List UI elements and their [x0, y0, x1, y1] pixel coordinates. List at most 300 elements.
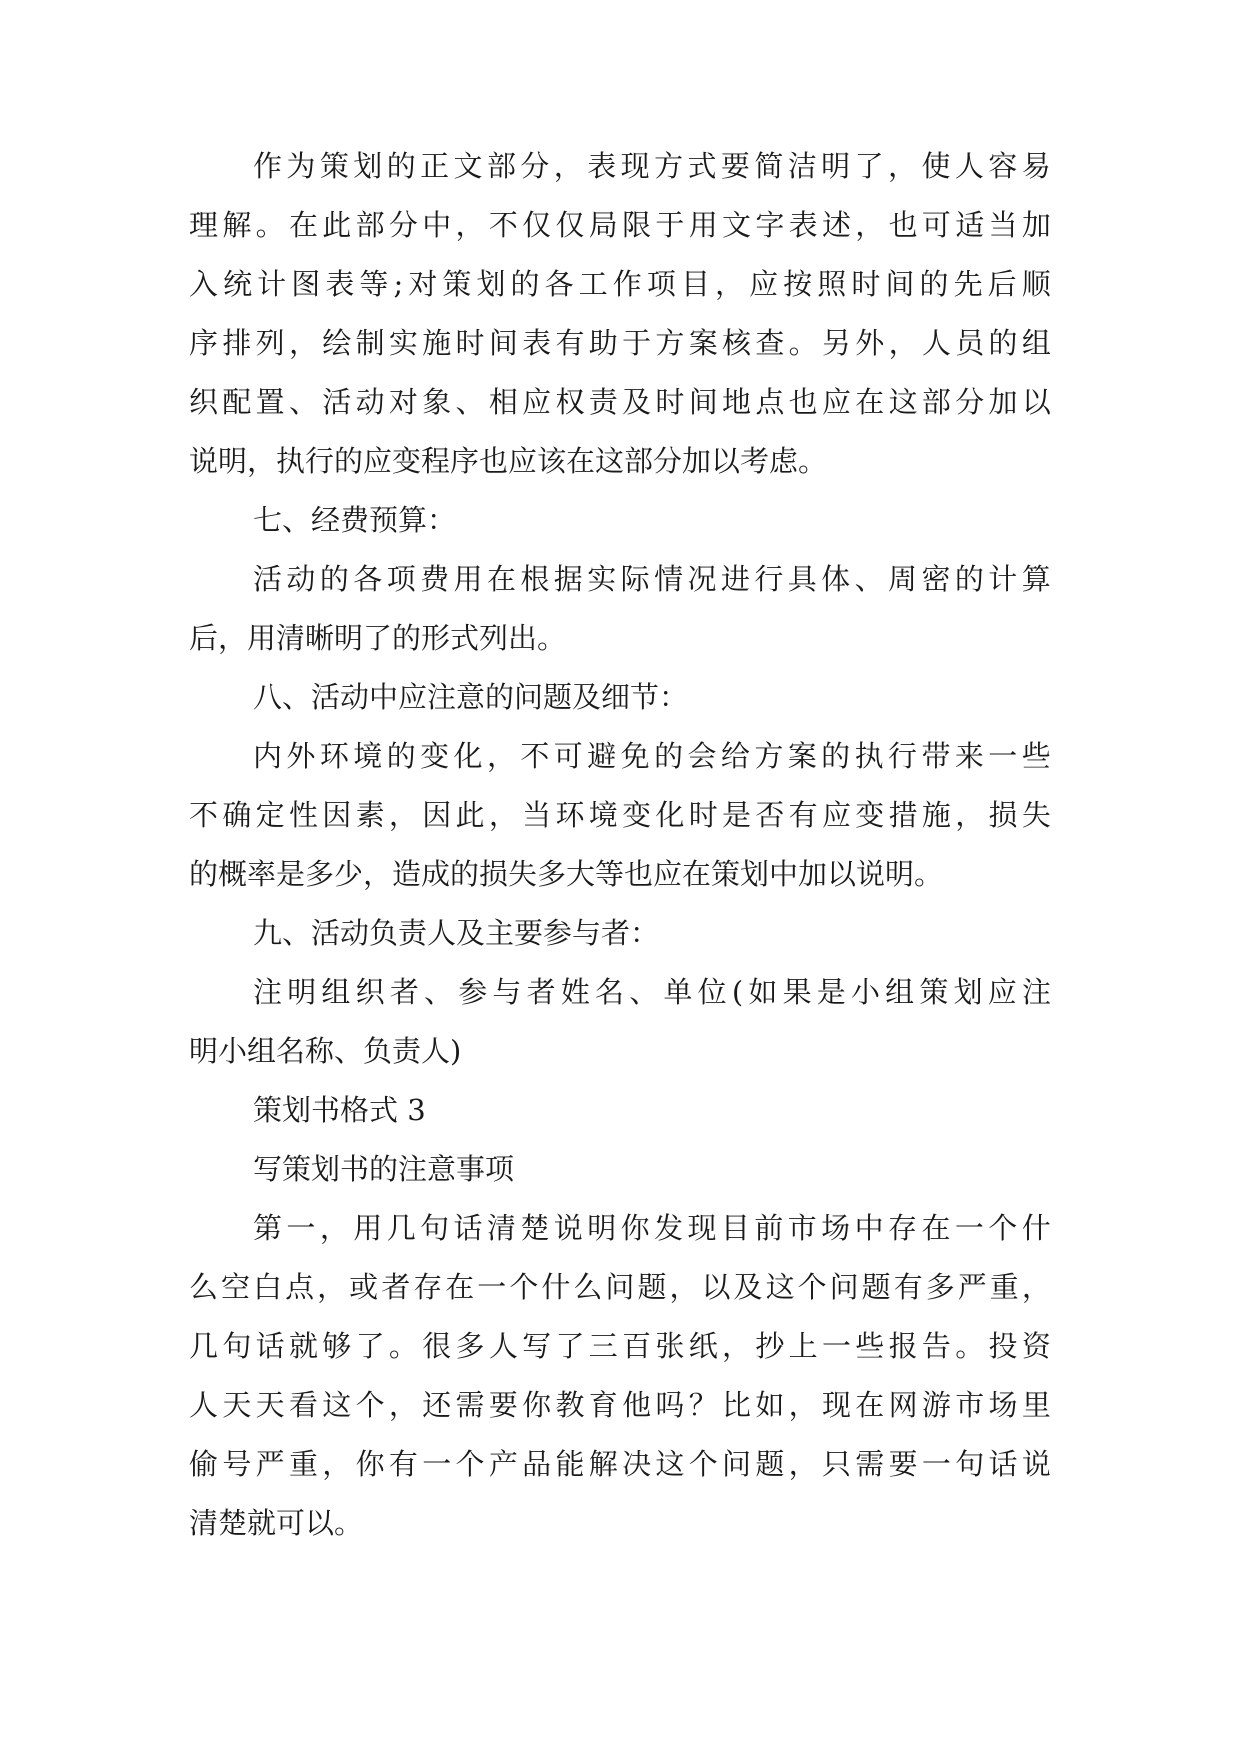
character: 场 — [821, 1211, 851, 1245]
character: 境 — [588, 798, 618, 832]
character: 文 — [453, 149, 483, 183]
heading-text: 写策划书的注意事项 — [253, 1152, 515, 1186]
character: 抄 — [755, 1329, 785, 1363]
character: 这 — [888, 385, 918, 419]
character: 的 — [654, 739, 684, 773]
character: 纸 — [688, 1329, 718, 1363]
character: 费 — [420, 562, 450, 596]
heading-text: 八、活动中应注意的问题及细节： — [253, 680, 689, 714]
character: 时 — [688, 798, 718, 832]
character: 应 — [821, 798, 851, 832]
character: 限 — [622, 208, 652, 242]
body-line — [189, 444, 1051, 478]
character: 变 — [855, 798, 885, 832]
line-text: 清楚就可以。 — [189, 1506, 364, 1540]
character: 者 — [381, 1270, 411, 1304]
character: 多 — [925, 1270, 955, 1304]
character: 题 — [637, 1270, 667, 1304]
character: 绘 — [322, 326, 352, 360]
character: 工 — [578, 267, 608, 301]
character: 还 — [422, 1388, 452, 1422]
character: 实 — [587, 562, 617, 596]
character: 题 — [755, 1447, 785, 1481]
character: 对 — [388, 385, 418, 419]
character: 当 — [988, 208, 1018, 242]
character: 活 — [322, 385, 352, 419]
character: 如 — [748, 975, 778, 1009]
body-line — [189, 621, 1051, 655]
character: 助 — [588, 326, 618, 360]
character: 现 — [821, 1388, 851, 1422]
character: 核 — [722, 326, 752, 360]
character: 要 — [488, 1388, 518, 1422]
character: 表 — [587, 149, 617, 183]
character: 姓 — [560, 975, 590, 1009]
character: 人 — [488, 1329, 518, 1363]
character: 明 — [287, 975, 317, 1009]
character: 、 — [424, 975, 454, 1009]
character: 。 — [788, 326, 818, 360]
character: 、 — [288, 385, 318, 419]
character: 可 — [553, 739, 583, 773]
character: 动 — [355, 385, 385, 419]
character: 要 — [888, 1447, 918, 1481]
character: 注 — [1021, 975, 1051, 1009]
body-line — [189, 798, 1051, 832]
character: 组 — [1021, 326, 1051, 360]
character: 以 — [1021, 385, 1051, 419]
character: 你 — [620, 1211, 650, 1245]
character: 了 — [854, 149, 884, 183]
character: 字 — [755, 208, 785, 242]
character: 投 — [988, 1329, 1018, 1363]
character: 时 — [655, 385, 685, 419]
character: ; — [393, 267, 404, 301]
character: 一 — [286, 1211, 316, 1245]
character: 偷 — [189, 1447, 219, 1481]
character: 洁 — [787, 149, 817, 183]
character: 这 — [322, 1388, 352, 1422]
character: 一 — [477, 1270, 507, 1304]
character: 产 — [488, 1447, 518, 1481]
character: 三 — [588, 1329, 618, 1363]
character: 楚 — [520, 1211, 550, 1245]
character: 适 — [955, 208, 985, 242]
character: 部 — [355, 208, 385, 242]
character: 况 — [687, 562, 717, 596]
character: 措 — [888, 798, 918, 832]
character: 对 — [408, 267, 438, 301]
character: 在 — [921, 1211, 951, 1245]
line-text: 明小组名称、负责人) — [189, 1034, 462, 1068]
character: 的 — [386, 149, 416, 183]
character: 用 — [453, 562, 483, 596]
character: 个 — [688, 1447, 718, 1481]
character: 确 — [222, 798, 252, 832]
character: 只 — [821, 1447, 851, 1481]
character: 一 — [422, 1447, 452, 1481]
character: 变 — [622, 798, 652, 832]
character: 间 — [488, 326, 518, 360]
character: 参 — [458, 975, 488, 1009]
character: 策 — [319, 149, 349, 183]
character: 划 — [953, 975, 983, 1009]
character: 百 — [622, 1329, 652, 1363]
character: 化 — [655, 798, 685, 832]
body-line — [189, 326, 1051, 360]
character: ， — [288, 326, 318, 360]
character: 句 — [955, 1447, 985, 1481]
character: 决 — [622, 1447, 652, 1481]
character: 解 — [588, 1447, 618, 1481]
character: 要 — [720, 149, 750, 183]
character: 执 — [854, 739, 884, 773]
character: 中 — [422, 208, 452, 242]
character: 人 — [189, 1388, 219, 1422]
character: 说 — [553, 1211, 583, 1245]
character: 第 — [253, 1211, 283, 1245]
character: 制 — [355, 326, 385, 360]
character: 不 — [520, 739, 550, 773]
character: 时 — [851, 267, 881, 301]
character: 为 — [286, 149, 316, 183]
character: 报 — [888, 1329, 918, 1363]
character: 用 — [688, 208, 718, 242]
character: 重 — [989, 1270, 1019, 1304]
character: ， — [388, 798, 418, 832]
character: 配 — [222, 385, 252, 419]
character: 个 — [797, 1270, 827, 1304]
section-heading — [189, 680, 1051, 714]
character: 空 — [221, 1270, 251, 1304]
character: 另 — [821, 326, 851, 360]
character: 明 — [821, 149, 851, 183]
character: 是 — [816, 975, 846, 1009]
character: 他 — [622, 1388, 652, 1422]
character: 在 — [288, 208, 318, 242]
character: 什 — [541, 1270, 571, 1304]
character: 相 — [488, 385, 518, 419]
character: 根 — [520, 562, 550, 596]
character: 。 — [388, 1329, 418, 1363]
character: 目 — [680, 267, 710, 301]
character: 实 — [388, 326, 418, 360]
character: 么 — [189, 1270, 219, 1304]
character: 位 — [697, 975, 727, 1009]
character: 案 — [688, 326, 718, 360]
character: 动 — [286, 562, 316, 596]
character: ？ — [688, 1388, 718, 1422]
character: 告 — [921, 1329, 951, 1363]
character: 解 — [222, 208, 252, 242]
character: 比 — [722, 1388, 752, 1422]
character: 表 — [522, 326, 552, 360]
character: 些 — [1021, 739, 1051, 773]
character: 点 — [285, 1270, 315, 1304]
character: 顺 — [1021, 267, 1051, 301]
character: 组 — [885, 975, 915, 1009]
character: 、 — [455, 385, 485, 419]
character: ， — [888, 149, 918, 183]
character: 此 — [455, 798, 485, 832]
character: 使 — [921, 149, 951, 183]
character: 小 — [850, 975, 880, 1009]
character: 看 — [288, 1388, 318, 1422]
character: 有 — [555, 326, 585, 360]
character: 行 — [754, 562, 784, 596]
character: 多 — [455, 1329, 485, 1363]
character: 织 — [189, 385, 219, 419]
character: 了 — [555, 1329, 585, 1363]
character: 很 — [422, 1329, 452, 1363]
heading-text: 九、活动负责人及主要参与者： — [253, 916, 660, 950]
character: ( — [731, 975, 744, 1009]
character: 间 — [885, 267, 915, 301]
character: 按 — [783, 267, 813, 301]
character: ， — [888, 326, 918, 360]
character: 在 — [855, 385, 885, 419]
character: 及 — [622, 385, 652, 419]
character: 人 — [954, 149, 984, 183]
character: 外 — [855, 326, 885, 360]
character: 各 — [544, 267, 574, 301]
character: 简 — [754, 149, 784, 183]
character: 因 — [322, 798, 352, 832]
character: 划 — [476, 267, 506, 301]
character: 有 — [893, 1270, 923, 1304]
line-text: 的概率是多少，造成的损失多大等也应在策划中加以说明。 — [189, 857, 944, 891]
character: 环 — [319, 739, 349, 773]
character: 号 — [222, 1447, 252, 1481]
character: 等 — [359, 267, 389, 301]
character: 也 — [888, 208, 918, 242]
character: ， — [322, 1447, 352, 1481]
character: 句 — [222, 1329, 252, 1363]
character: 境 — [353, 739, 383, 773]
character: 分 — [520, 149, 550, 183]
character: 案 — [787, 739, 817, 773]
character: 者 — [389, 975, 419, 1009]
body-line — [189, 1270, 1051, 1304]
character: 正 — [420, 149, 450, 183]
character: 密 — [921, 562, 951, 596]
character: 的 — [988, 326, 1018, 360]
character: 计 — [988, 562, 1018, 596]
character: 变 — [420, 739, 450, 773]
character: 么 — [573, 1270, 603, 1304]
character: 免 — [620, 739, 650, 773]
character: 单 — [663, 975, 693, 1009]
character: 策 — [919, 975, 949, 1009]
character: 一 — [921, 1447, 951, 1481]
character: 间 — [688, 385, 718, 419]
character: 网 — [888, 1388, 918, 1422]
body-line — [189, 1447, 1051, 1481]
character: 入 — [189, 267, 219, 301]
character: 的 — [386, 739, 416, 773]
character: 问 — [722, 1447, 752, 1481]
character: 情 — [654, 562, 684, 596]
body-line — [189, 975, 1051, 1009]
character: 应 — [522, 385, 552, 419]
character: ， — [722, 1329, 752, 1363]
character: 、 — [629, 975, 659, 1009]
character: 吗 — [655, 1388, 685, 1422]
character: 际 — [620, 562, 650, 596]
character: 列 — [255, 326, 285, 360]
character: 环 — [555, 798, 585, 832]
character: 分 — [955, 385, 985, 419]
character: 个 — [509, 1270, 539, 1304]
character: 方 — [754, 739, 784, 773]
character: 就 — [288, 1329, 318, 1363]
character: 置 — [255, 385, 285, 419]
character: 里 — [1021, 1388, 1051, 1422]
section-heading — [189, 503, 1051, 537]
character: 一 — [821, 1329, 851, 1363]
character: 清 — [486, 1211, 516, 1245]
character: 施 — [921, 798, 951, 832]
body-line — [189, 1034, 1051, 1068]
character: 局 — [588, 208, 618, 242]
character: 上 — [788, 1329, 818, 1363]
character: 项 — [386, 562, 416, 596]
character: 划 — [353, 149, 383, 183]
line-text: 后，用清晰明了的形式列出。 — [189, 621, 567, 655]
character: 明 — [587, 1211, 617, 1245]
character: 用 — [353, 1211, 383, 1245]
character: 张 — [655, 1329, 685, 1363]
character: 问 — [829, 1270, 859, 1304]
character: 。 — [255, 208, 285, 242]
character: 问 — [605, 1270, 635, 1304]
character: 式 — [687, 149, 717, 183]
character: 带 — [921, 739, 951, 773]
character: ， — [553, 149, 583, 183]
character: ， — [788, 1388, 818, 1422]
character: 市 — [955, 1388, 985, 1422]
body-line — [189, 267, 1051, 301]
character: 的 — [510, 267, 540, 301]
character: 什 — [1021, 1211, 1051, 1245]
character: 地 — [722, 385, 752, 419]
character: 教 — [555, 1388, 585, 1422]
character: ， — [317, 1270, 347, 1304]
character: 因 — [422, 798, 452, 832]
character: 的 — [319, 562, 349, 596]
character: 据 — [553, 562, 583, 596]
line-text: 说明，执行的应变程序也应该在这部分加以考虑。 — [189, 444, 828, 478]
character: 注 — [253, 975, 283, 1009]
character: 策 — [442, 267, 472, 301]
character: 此 — [322, 208, 352, 242]
character: 加 — [1021, 208, 1051, 242]
character: 有 — [388, 1447, 418, 1481]
character: 或 — [349, 1270, 379, 1304]
character: 如 — [755, 1388, 785, 1422]
character: 权 — [555, 385, 585, 419]
character: 组 — [321, 975, 351, 1009]
character: 在 — [855, 1388, 885, 1422]
character: 名 — [595, 975, 625, 1009]
character: 会 — [687, 739, 717, 773]
character: 查 — [755, 326, 785, 360]
character: ， — [319, 1211, 349, 1245]
character: 需 — [455, 1388, 485, 1422]
character: 品 — [522, 1447, 552, 1481]
body-line — [189, 1506, 1051, 1540]
character: 的 — [919, 267, 949, 301]
character: 你 — [355, 1447, 385, 1481]
character: 能 — [555, 1447, 585, 1481]
character: 市 — [787, 1211, 817, 1245]
body-line — [189, 385, 1051, 419]
character: 几 — [189, 1329, 219, 1363]
character: 照 — [817, 267, 847, 301]
character: 先 — [953, 267, 983, 301]
body-line — [189, 1211, 1051, 1245]
character: 不 — [189, 798, 219, 832]
character: 存 — [888, 1211, 918, 1245]
character: 统 — [223, 267, 253, 301]
character: 前 — [754, 1211, 784, 1245]
character: 于 — [655, 208, 685, 242]
character: 这 — [655, 1447, 685, 1481]
character: 话 — [255, 1329, 285, 1363]
character: ， — [788, 1447, 818, 1481]
character: 应 — [821, 385, 851, 419]
document-body — [189, 149, 1051, 1568]
character: 理 — [189, 208, 219, 242]
character: 文 — [722, 208, 752, 242]
character: 周 — [888, 562, 918, 596]
character: 几 — [386, 1211, 416, 1245]
character: 个 — [355, 1388, 385, 1422]
character: 后 — [987, 267, 1017, 301]
character: 中 — [854, 1211, 884, 1245]
character: 算 — [1021, 562, 1051, 596]
character: 需 — [855, 1447, 885, 1481]
character: 序 — [189, 326, 219, 360]
body-line — [189, 857, 1051, 891]
character: 可 — [921, 208, 951, 242]
character: 天 — [222, 1388, 252, 1422]
character: 白 — [253, 1270, 283, 1304]
character: ， — [669, 1270, 699, 1304]
character: 游 — [921, 1388, 951, 1422]
character: 发 — [654, 1211, 684, 1245]
character: 也 — [788, 385, 818, 419]
character: 具 — [787, 562, 817, 596]
character: ， — [388, 1388, 418, 1422]
character: 严 — [957, 1270, 987, 1304]
character: 表 — [788, 208, 818, 242]
character: 象 — [422, 385, 452, 419]
character: ， — [855, 208, 885, 242]
character: 一 — [954, 1211, 984, 1245]
character: 易 — [1021, 149, 1051, 183]
character: 加 — [988, 385, 1018, 419]
character: 及 — [733, 1270, 763, 1304]
section-heading — [189, 916, 1051, 950]
character: 行 — [888, 739, 918, 773]
character: 部 — [486, 149, 516, 183]
heading-text: 七、经费预算： — [253, 503, 457, 537]
character: 者 — [526, 975, 556, 1009]
character: 的 — [821, 739, 851, 773]
character: 各 — [353, 562, 383, 596]
character: 些 — [855, 1329, 885, 1363]
